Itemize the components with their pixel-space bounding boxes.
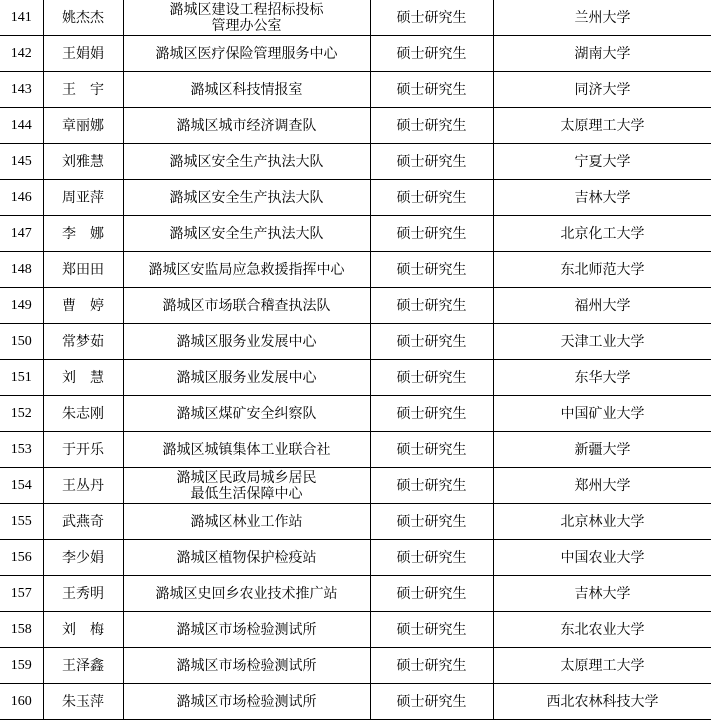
work-unit <box>123 108 370 144</box>
work-unit-line: 潞城区市场检验测试所 <box>176 693 317 710</box>
row-number: 155 <box>0 504 43 540</box>
degree: 硕士研究生 <box>370 432 493 468</box>
person-name: 朱玉萍 <box>43 684 123 720</box>
table-row <box>0 36 711 72</box>
work-unit <box>123 540 370 576</box>
table-row <box>0 612 711 648</box>
table-row <box>0 72 711 108</box>
work-unit-line: 潞城区城镇集体工业联合社 <box>162 441 331 458</box>
person-name: 武燕奇 <box>43 504 123 540</box>
school: 中国矿业大学 <box>493 396 711 432</box>
row-number: 159 <box>0 648 43 684</box>
person-name: 王娟娟 <box>43 36 123 72</box>
work-unit <box>123 36 370 72</box>
table-row <box>0 216 711 252</box>
degree: 硕士研究生 <box>370 360 493 396</box>
person-name: 姚杰杰 <box>43 0 123 36</box>
work-unit-line: 潞城区安全生产执法大队 <box>169 225 324 242</box>
work-unit-line: 潞城区医疗保险管理服务中心 <box>155 45 338 62</box>
degree: 硕士研究生 <box>370 396 493 432</box>
school: 中国农业大学 <box>493 540 711 576</box>
row-number: 156 <box>0 540 43 576</box>
degree: 硕士研究生 <box>370 576 493 612</box>
degree: 硕士研究生 <box>370 540 493 576</box>
degree: 硕士研究生 <box>370 288 493 324</box>
degree: 硕士研究生 <box>370 612 493 648</box>
school: 太原理工大学 <box>493 648 711 684</box>
degree: 硕士研究生 <box>370 0 493 36</box>
degree: 硕士研究生 <box>370 504 493 540</box>
person-name: 常梦茹 <box>43 324 123 360</box>
work-unit-line: 潞城区城市经济调查队 <box>176 117 317 134</box>
table-row <box>0 396 711 432</box>
row-number: 154 <box>0 468 43 504</box>
school: 宁夏大学 <box>493 144 711 180</box>
row-number: 147 <box>0 216 43 252</box>
person-name: 刘 梅 <box>43 612 123 648</box>
work-unit <box>123 0 370 36</box>
row-number: 152 <box>0 396 43 432</box>
school: 郑州大学 <box>493 468 711 504</box>
degree: 硕士研究生 <box>370 684 493 720</box>
row-number: 142 <box>0 36 43 72</box>
row-number: 151 <box>0 360 43 396</box>
work-unit-line: 潞城区安全生产执法大队 <box>169 153 324 170</box>
degree: 硕士研究生 <box>370 180 493 216</box>
school: 东北师范大学 <box>493 252 711 288</box>
school: 吉林大学 <box>493 576 711 612</box>
work-unit-line: 潞城区市场检验测试所 <box>176 657 317 674</box>
work-unit <box>123 432 370 468</box>
degree: 硕士研究生 <box>370 36 493 72</box>
school: 西北农林科技大学 <box>493 684 711 720</box>
person-name: 曹 婷 <box>43 288 123 324</box>
row-number: 148 <box>0 252 43 288</box>
table-row <box>0 468 711 504</box>
row-number: 149 <box>0 288 43 324</box>
work-unit <box>123 684 370 720</box>
degree: 硕士研究生 <box>370 252 493 288</box>
work-unit-line: 潞城区市场检验测试所 <box>176 621 317 638</box>
row-number: 143 <box>0 72 43 108</box>
table-row <box>0 576 711 612</box>
degree: 硕士研究生 <box>370 648 493 684</box>
work-unit-line: 管理办公室 <box>211 17 282 34</box>
person-name: 王 宇 <box>43 72 123 108</box>
work-unit-line: 潞城区林业工作站 <box>190 513 303 530</box>
degree: 硕士研究生 <box>370 144 493 180</box>
row-number: 157 <box>0 576 43 612</box>
table-row <box>0 0 711 36</box>
work-unit-line: 潞城区民政局城乡居民 <box>176 469 317 486</box>
row-number: 145 <box>0 144 43 180</box>
person-name: 王秀明 <box>43 576 123 612</box>
work-unit <box>123 216 370 252</box>
work-unit <box>123 72 370 108</box>
person-name: 李少娟 <box>43 540 123 576</box>
person-name: 王泽鑫 <box>43 648 123 684</box>
row-number: 153 <box>0 432 43 468</box>
work-unit <box>123 180 370 216</box>
person-name: 朱志刚 <box>43 396 123 432</box>
row-number: 150 <box>0 324 43 360</box>
school: 新疆大学 <box>493 432 711 468</box>
degree: 硕士研究生 <box>370 108 493 144</box>
school: 湖南大学 <box>493 36 711 72</box>
person-name: 章丽娜 <box>43 108 123 144</box>
degree: 硕士研究生 <box>370 216 493 252</box>
row-number: 158 <box>0 612 43 648</box>
row-number: 141 <box>0 0 43 36</box>
school: 北京化工大学 <box>493 216 711 252</box>
table-row <box>0 684 711 720</box>
school: 同济大学 <box>493 72 711 108</box>
degree: 硕士研究生 <box>370 468 493 504</box>
work-unit-line: 潞城区安监局应急救援指挥中心 <box>148 261 345 278</box>
person-name: 李 娜 <box>43 216 123 252</box>
table-row <box>0 144 711 180</box>
work-unit-line: 潞城区煤矿安全纠察队 <box>176 405 317 422</box>
work-unit-line: 潞城区植物保护检疫站 <box>176 549 317 566</box>
table-row <box>0 180 711 216</box>
school: 福州大学 <box>493 288 711 324</box>
row-number: 144 <box>0 108 43 144</box>
work-unit <box>123 360 370 396</box>
work-unit <box>123 288 370 324</box>
school: 东华大学 <box>493 360 711 396</box>
school: 东北农业大学 <box>493 612 711 648</box>
person-name: 周亚萍 <box>43 180 123 216</box>
work-unit <box>123 252 370 288</box>
table-row <box>0 108 711 144</box>
work-unit-line: 潞城区科技情报室 <box>190 81 303 98</box>
table-row <box>0 648 711 684</box>
work-unit <box>123 648 370 684</box>
person-name: 刘 慧 <box>43 360 123 396</box>
work-unit-line: 最低生活保障中心 <box>190 485 303 502</box>
work-unit-line: 潞城区安全生产执法大队 <box>169 189 324 206</box>
person-name: 刘雅慧 <box>43 144 123 180</box>
work-unit <box>123 504 370 540</box>
work-unit-line: 潞城区服务业发展中心 <box>176 333 317 350</box>
person-name: 郑田田 <box>43 252 123 288</box>
work-unit <box>123 612 370 648</box>
table-row <box>0 324 711 360</box>
school: 天津工业大学 <box>493 324 711 360</box>
table-row <box>0 504 711 540</box>
school: 兰州大学 <box>493 0 711 36</box>
row-number: 146 <box>0 180 43 216</box>
degree: 硕士研究生 <box>370 72 493 108</box>
work-unit <box>123 396 370 432</box>
work-unit <box>123 324 370 360</box>
work-unit <box>123 468 370 504</box>
work-unit-line: 潞城区史回乡农业技术推广站 <box>155 585 338 602</box>
person-name: 王丛丹 <box>43 468 123 504</box>
table-row <box>0 360 711 396</box>
school: 北京林业大学 <box>493 504 711 540</box>
work-unit <box>123 576 370 612</box>
table-row <box>0 540 711 576</box>
table-row <box>0 252 711 288</box>
person-name: 于开乐 <box>43 432 123 468</box>
work-unit-line: 潞城区服务业发展中心 <box>176 369 317 386</box>
school: 吉林大学 <box>493 180 711 216</box>
work-unit <box>123 144 370 180</box>
table-row <box>0 288 711 324</box>
work-unit-line: 潞城区市场联合稽查执法队 <box>162 297 331 314</box>
row-number: 160 <box>0 684 43 720</box>
table-row <box>0 432 711 468</box>
degree: 硕士研究生 <box>370 324 493 360</box>
work-unit-line: 潞城区建设工程招标投标 <box>169 1 324 18</box>
school: 太原理工大学 <box>493 108 711 144</box>
